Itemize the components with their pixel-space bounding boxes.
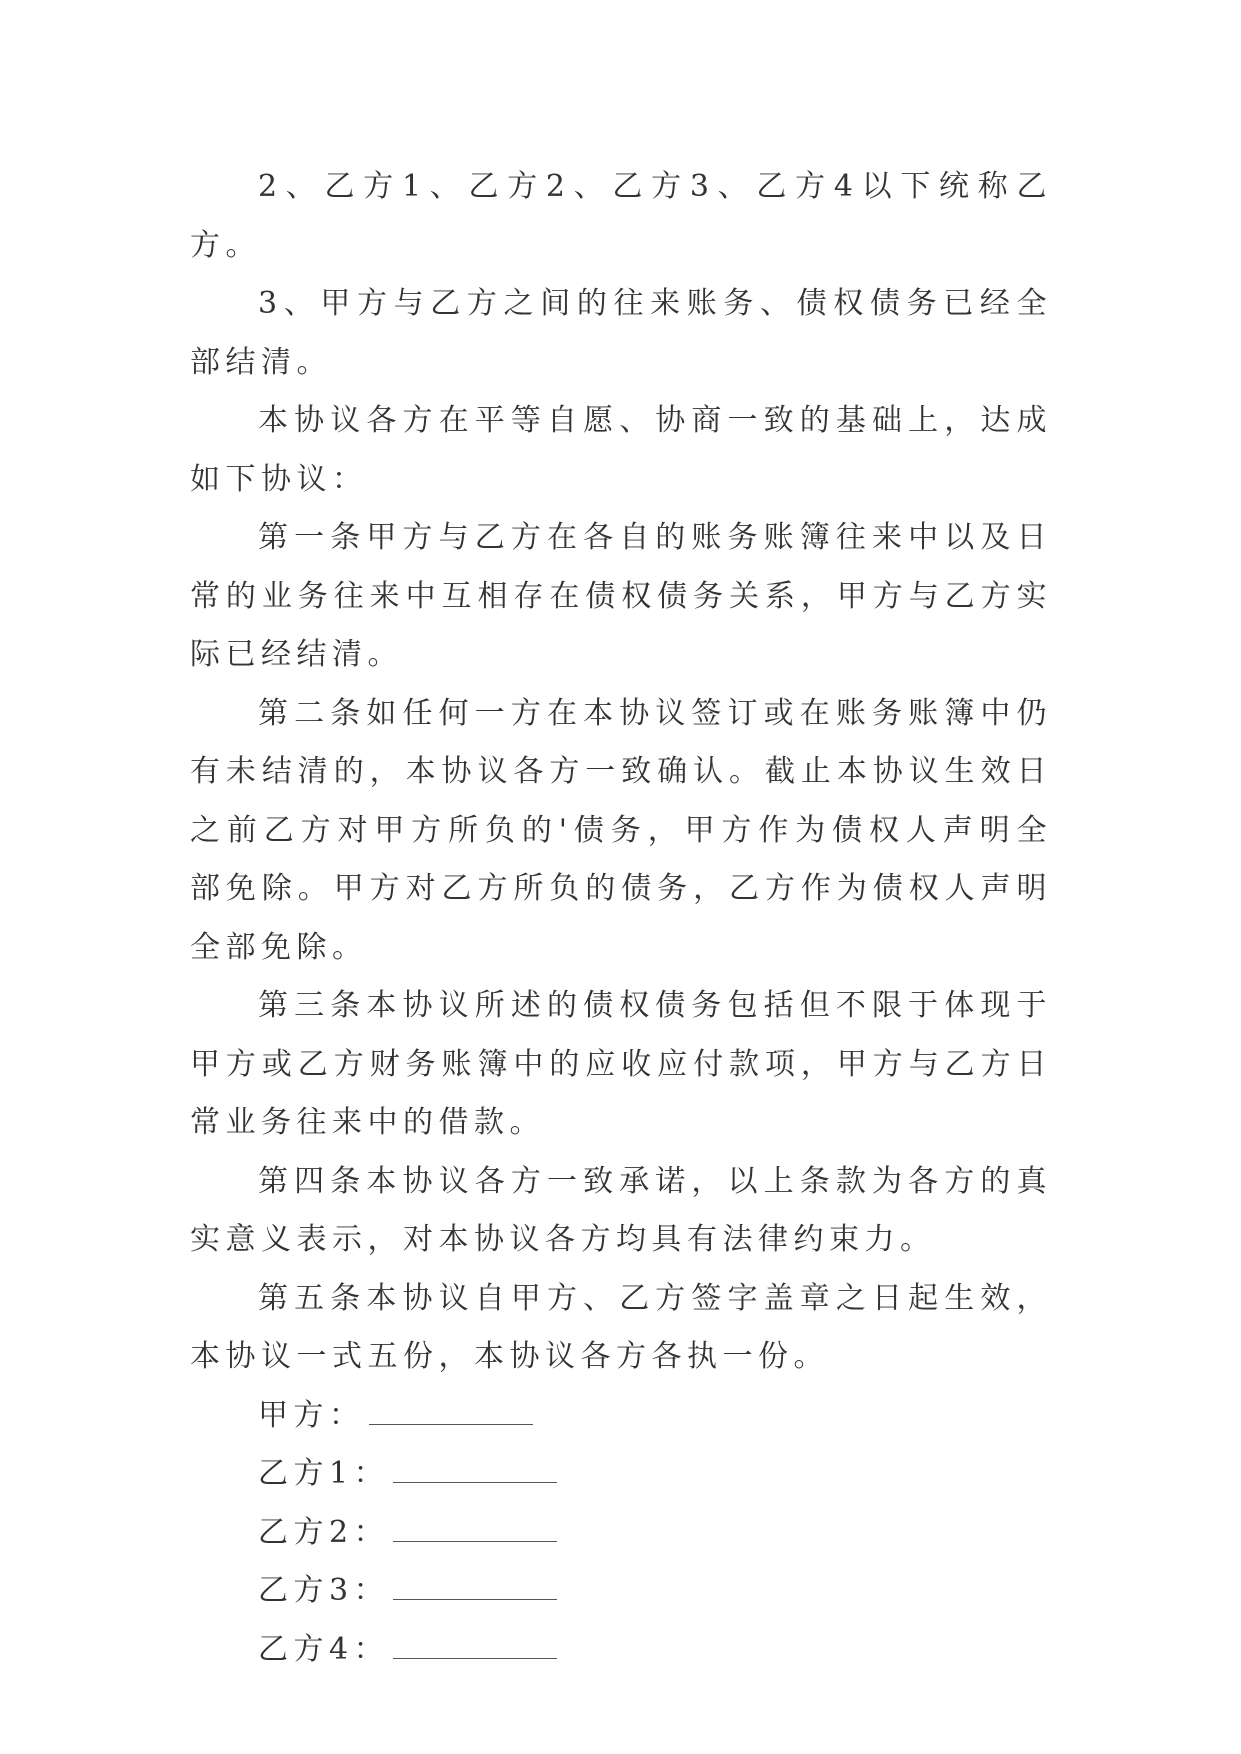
signature-party-b4 (190, 1621, 1052, 1680)
paragraph-article-3: 第三条本协议所述的债权债务包括但不限于体现于甲方或乙方财务账簿中的应收应付款项，甲方与乙方日常业务往来中的借款。 (190, 988, 1052, 1140)
paragraph-article-2: 第二条如任何一方在本协议签订或在账务账簿中仍有未结清的，本协议各方一致确认。截止本协议生效日之前乙方对甲方所负的'债务，甲方作为债权人声明全部免除。甲方对乙方所负的债务，乙方作为债权人声明全部免除。 (190, 695, 1052, 965)
signature-label: 乙方4： (258, 1631, 390, 1667)
signature-party-b1 (190, 1445, 1052, 1504)
signature-party-b3 (190, 1562, 1052, 1621)
signature-party-a (190, 1387, 1052, 1446)
paragraph-article-4: 第四条本协议各方一致承诺，以上条款为各方的真实意义表示，对本协议各方均具有法律约束力。 (190, 1163, 1052, 1257)
signature-label: 乙方2： (258, 1514, 390, 1550)
signature-blank-line[interactable] (393, 1519, 557, 1542)
paragraph-article-1: 第一条甲方与乙方在各自的账务账簿往来中以及日常的业务往来中互相存在债权债务关系，甲方与乙方实际已经结清。 (190, 520, 1052, 672)
paragraph-item-3: 3、甲方与乙方之间的往来账务、债权债务已经全部结清。 (190, 286, 1052, 380)
paragraph-preamble: 本协议各方在平等自愿、协商一致的基础上，达成如下协议： (190, 403, 1052, 497)
signature-blank-line[interactable] (393, 1636, 557, 1659)
signature-blank-line[interactable] (393, 1577, 557, 1600)
signature-label: 甲方： (258, 1397, 365, 1433)
signature-label: 乙方1： (258, 1456, 390, 1491)
signature-blank-line[interactable] (369, 1402, 533, 1425)
signature-blank-line[interactable] (393, 1460, 557, 1483)
paragraph-item-2: 2、乙方1、乙方2、乙方3、乙方4以下统称乙方。 (190, 169, 1052, 263)
paragraph-article-5: 第五条本协议自甲方、乙方签字盖章之日起生效，本协议一式五份，本协议各方各执一份。 (190, 1280, 1052, 1374)
signature-label: 乙方3： (258, 1573, 390, 1608)
document-page (190, 158, 1052, 1679)
signature-party-b2 (190, 1504, 1052, 1563)
